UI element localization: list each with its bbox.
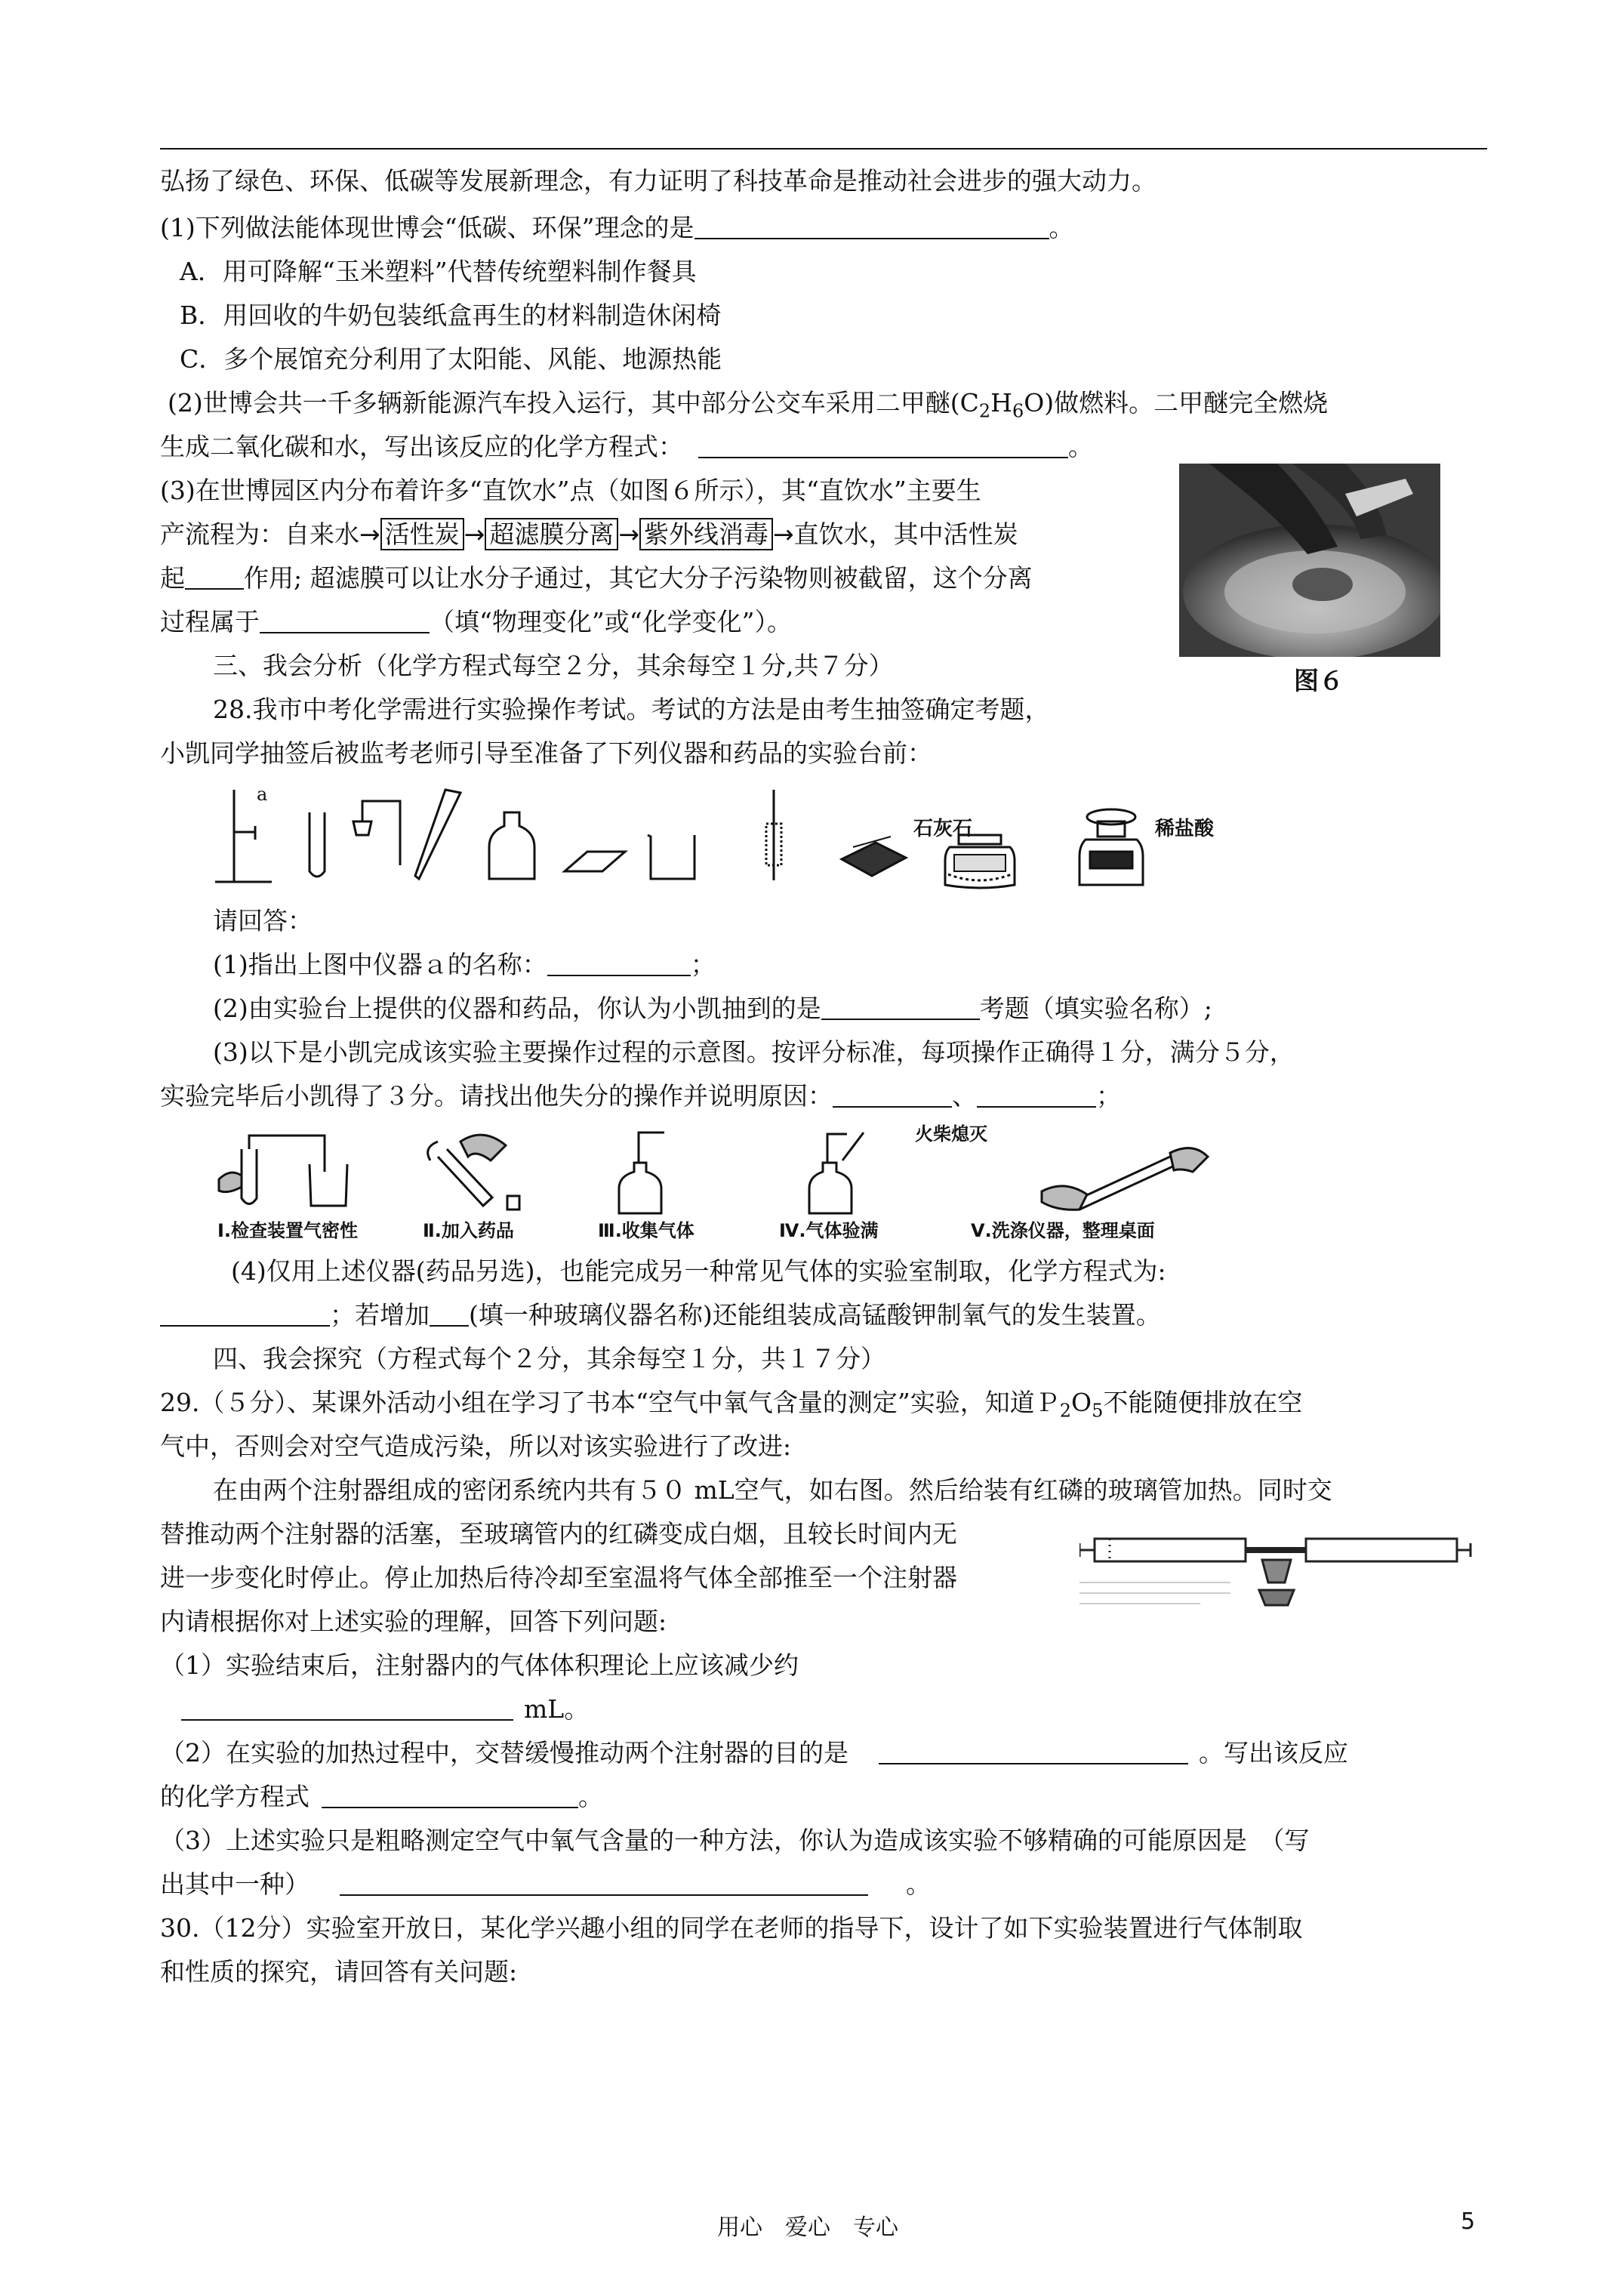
q29-part2-line2 — [160, 1782, 603, 1812]
q28-part3-line2 — [160, 1081, 1121, 1111]
q27-part2-line2 — [160, 432, 1093, 462]
q28-line2: 小凯同学抽签后被监考老师引导至准备了下列仪器和药品的实验台前： — [160, 738, 932, 768]
q28-part2 — [213, 994, 1212, 1024]
section-3-heading: 三、我会分析（化学方程式每空２分，其余每空１分,共７分） — [213, 651, 894, 680]
gas-bottle-icon — [489, 812, 534, 879]
answer-blank[interactable] — [322, 1784, 578, 1808]
step-5-label: Ⅴ.洗涤仪器，整理桌面 — [971, 1220, 1155, 1241]
q30-line2: 和性质的探究，请回答有关问题: — [160, 1957, 518, 1986]
q29-part3-line1: （3）上述实验只是粗略测定空气中氧气含量的一种方法，你认为造成该实验不够精确的可能原因是 （写 — [160, 1826, 1310, 1855]
gas-full-test-icon — [809, 1133, 864, 1213]
q27-part1 — [160, 213, 1074, 243]
text: 出其中一种） — [160, 1869, 310, 1899]
text: （2）在实验的加热过程中，交替缓慢推动两个注射器的目的是 — [160, 1738, 848, 1767]
punct: ； — [690, 950, 716, 979]
stopper-tube-icon — [353, 801, 400, 865]
arrow-icon: → — [463, 519, 485, 549]
text: 实验完毕后小凯得了３分。请找出他失分的操作并说明原因： — [160, 1081, 833, 1111]
apparatus-figure — [211, 782, 1298, 895]
text: 不能随便排放在空 — [1103, 1388, 1303, 1417]
arrow-icon: → — [359, 519, 380, 549]
wash-instruments-icon — [1042, 1148, 1208, 1210]
answer-blank[interactable] — [160, 1302, 330, 1327]
label-match-out: 火柴熄灭 — [915, 1123, 987, 1145]
brush-icon — [766, 790, 781, 880]
label-a: a — [257, 784, 268, 805]
flow-end: 直饮水，其中活性炭 — [793, 519, 1018, 549]
syringe-figure — [1079, 1515, 1472, 1620]
q29-line1 — [160, 1388, 1302, 1426]
q29-line6: 内请根据你对上述实验的理解，回答下列问题: — [160, 1607, 667, 1636]
q28-part4-line1: (4)仅用上述仪器(药品另选)，也能完成另一种常见气体的实验室制取，化学方程式为: — [231, 1256, 1166, 1286]
figure-6-caption: 图６ — [1294, 666, 1344, 695]
apparatus-drawings — [211, 782, 1298, 895]
flow-step-ultrafiltration: 超滤膜分离 — [485, 518, 618, 550]
formula-o: O — [1071, 1388, 1092, 1417]
q29-line5: 进一步变化时停止。停止加热后待冷却至室温将气体全部推至一个注射器 — [160, 1563, 957, 1592]
answer-blank[interactable] — [260, 609, 430, 633]
text: ；若增加 — [330, 1300, 430, 1330]
drinking-fountain-photo — [1179, 464, 1440, 657]
q28-line1: 28.我市中考化学需进行实验操作考试。考试的方法是由考生抽签确定考题， — [213, 695, 1050, 724]
hcl-bottle-icon — [1079, 809, 1143, 885]
q27-flow-line — [160, 519, 1018, 550]
answer-blank[interactable] — [694, 215, 1049, 239]
subscript: 6 — [1012, 400, 1024, 422]
label-hcl: 稀盐酸 — [1155, 818, 1215, 840]
airtightness-check-icon — [219, 1136, 347, 1206]
q27-part2-equation-prompt: 生成二氧化碳和水，写出该反应的化学方程式： — [160, 432, 683, 461]
answer-blank[interactable] — [181, 1697, 513, 1721]
subscript: 2 — [978, 400, 991, 422]
page-number: 5 — [1461, 2208, 1476, 2235]
text: 考题（填实验名称）; — [979, 994, 1212, 1023]
q27-option-b: B．用回收的牛奶包装纸盒再生的材料制造休闲椅 — [180, 300, 722, 330]
step-1-label: Ⅰ.检查装置气密性 — [217, 1220, 359, 1241]
q27-part2-text: (2)世博会共一千多辆新能源汽车投入运行，其中部分公交车采用二甲醚(C — [168, 388, 979, 418]
q27-part2-text-end: O)做燃料。二甲醚完全燃烧 — [1024, 388, 1329, 418]
footer-center: 用心 爱心 专心 — [717, 2214, 898, 2241]
intro-line: 弘扬了绿色、环保、低碳等发展新理念，有力证明了科技革命是推动社会进步的强大动力。 — [160, 166, 1156, 196]
header-rule — [160, 148, 1487, 149]
q28-part3-line1: (3)以下是小凯完成该实验主要操作过程的示意图。按评分标准，每项操作正确得１分，满分５分， — [213, 1037, 1295, 1067]
q28-part4-line2 — [160, 1300, 1161, 1330]
text: (2)由实验台上提供的仪器和药品，你认为小凯抽到的是 — [213, 994, 821, 1023]
label-limestone: 石灰石 — [913, 818, 973, 840]
section-4-heading: 四、我会探究（方程式每个２分，其余每空１分，共１７分） — [213, 1344, 885, 1373]
unit: mL。 — [524, 1694, 590, 1724]
q29-part3-line2 — [160, 1869, 931, 1900]
punct: 。 — [1049, 213, 1074, 242]
operation-steps-drawings — [211, 1126, 1313, 1217]
operation-steps-figure — [211, 1123, 1313, 1247]
q27-part1-text: (1)下列做法能体现世博会“低碳、环保”理念的是 — [160, 213, 694, 242]
answer-blank[interactable] — [879, 1740, 1188, 1764]
figure-6-photo — [1179, 464, 1440, 657]
flow-step-charcoal: 活性炭 — [380, 518, 464, 550]
punct: 、 — [952, 1081, 977, 1111]
syringe-apparatus-drawing — [1079, 1515, 1472, 1620]
subscript: 2 — [1059, 1400, 1072, 1422]
answer-blank[interactable] — [185, 566, 244, 590]
funnel-icon — [415, 790, 460, 879]
q27-option-c: C．多个展馆充分利用了太阳能、风能、地源热能 — [180, 344, 722, 374]
text: (填一种玻璃仪器名称)还能组装成高锰酸钾制氧气的发生装置。 — [469, 1300, 1161, 1330]
add-reagent-icon — [428, 1135, 519, 1210]
answer-blank[interactable] — [698, 434, 1068, 458]
q29-part2-line1 — [160, 1738, 1348, 1768]
formula-h: H — [990, 388, 1012, 418]
punct: 。 — [578, 1782, 603, 1811]
q27-part2 — [168, 388, 1328, 427]
step-4-label: Ⅳ.气体验满 — [779, 1220, 879, 1241]
collect-gas-icon — [619, 1133, 664, 1213]
punct: 。 — [906, 1869, 931, 1899]
glass-plate-icon — [565, 852, 625, 871]
step-2-label: Ⅱ.加入药品 — [423, 1220, 514, 1241]
q27-option-a: A．用可降解“玉米塑料”代替传统塑料制作餐具 — [180, 257, 697, 286]
text: (1)指出上图中仪器ａ的名称： — [213, 950, 547, 979]
beaker-icon — [648, 835, 694, 879]
text: 起 — [160, 563, 185, 593]
text: 的化学方程式 — [160, 1782, 310, 1811]
text: 。写出该反应 — [1199, 1738, 1348, 1767]
q29-part1: （1）实验结束后，注射器内的气体体积理论上应该减少约 — [160, 1650, 799, 1680]
q29-line4: 替推动两个注射器的活塞，至玻璃管内的红磷变成白烟，且较长时间内无 — [160, 1519, 957, 1549]
step-3-label: Ⅲ.收集气体 — [598, 1220, 694, 1241]
answer-blank[interactable] — [821, 996, 980, 1020]
arrow-icon: → — [772, 519, 794, 549]
punct: ； — [1096, 1081, 1121, 1111]
text: 29.（５分）、某课外活动小组在学习了书本“空气中氧气含量的测定”实验，知道Ｐ — [160, 1388, 1060, 1417]
answer-blank[interactable] — [547, 952, 691, 976]
text: 作用; 超滤膜可以让水分子通过，其它大分子污染物则被截留，这个分离 — [244, 563, 1033, 593]
subscript: 5 — [1092, 1400, 1104, 1422]
q28-answer-prompt: 请回答： — [213, 906, 313, 935]
matches-icon — [842, 837, 906, 876]
test-tube-icon — [310, 812, 325, 877]
q29-part1-answer — [160, 1694, 589, 1724]
q28-part1 — [213, 950, 716, 980]
arrow-icon: → — [618, 519, 639, 549]
flow-step-uv: 紫外线消毒 — [639, 518, 773, 550]
q27-part3-line3 — [160, 563, 1033, 593]
q27-part3: (3)在世博园区内分布着许多“直饮水”点（如图６所示），其“直饮水”主要生 — [160, 476, 981, 505]
q29-line2: 气中，否则会对空气造成污染，所以对该实验进行了改进: — [160, 1432, 792, 1461]
answer-blank[interactable] — [430, 1302, 469, 1327]
answer-blank[interactable] — [977, 1083, 1096, 1108]
q27-part3-line4 — [160, 607, 792, 637]
text: 过程属于 — [160, 607, 260, 636]
q29-line3: 在由两个注射器组成的密闭系统内共有５０ mL空气，如右图。然后给装有红磷的玻璃管加热。同时交 — [213, 1475, 1332, 1505]
text: （填“物理变化”或“化学变化”）。 — [430, 607, 792, 636]
flow-start: 产流程为：自来水 — [160, 519, 359, 549]
answer-blank[interactable] — [340, 1872, 868, 1896]
answer-blank[interactable] — [833, 1083, 952, 1108]
punct: 。 — [1068, 432, 1093, 461]
q30-line1: 30.（12分）实验室开放日，某化学兴趣小组的同学在老师的指导下，设计了如下实验装置进行气体制取 — [160, 1913, 1303, 1943]
